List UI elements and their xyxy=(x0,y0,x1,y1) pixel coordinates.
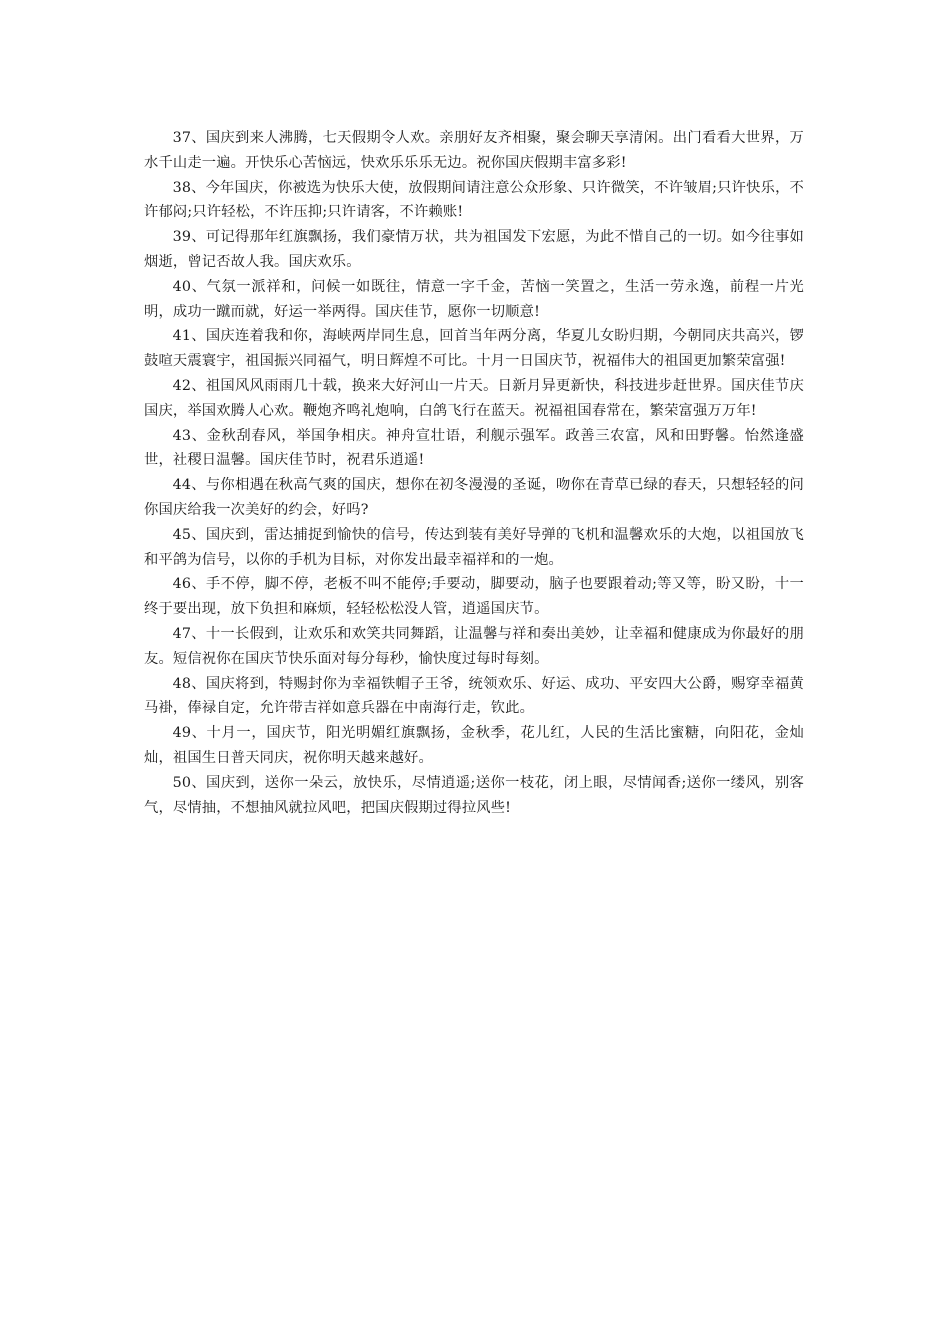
paragraph-41: 41、国庆连着我和你，海峡两岸同生息，回首当年两分离，华夏儿女盼归期，今朝同庆共高兴，锣鼓喧天震寰宇，祖国振兴同福气，明日辉煌不可比。十月一日国庆节，祝福伟大的祖国更加繁荣富强! xyxy=(144,328,804,370)
paragraph-50: 50、国庆到，送你一朵云，放快乐，尽情逍遥;送你一枝花，闭上眼，尽情闻香;送你一缕风，别客气，尽情抽，不想抽风就拉风吧，把国庆假期过得拉风些! xyxy=(144,774,804,816)
paragraph-37: 37、国庆到来人沸腾，七天假期令人欢。亲朋好友齐相聚，聚会聊天享清闲。出门看看大世界，万水千山走一遍。开快乐心苦恼远，快欢乐乐乐无边。祝你国庆假期丰富多彩! xyxy=(144,130,804,171)
paragraph-39: 39、可记得那年红旗飘扬，我们豪情万状，共为祖国发下宏愿，为此不惜自己的一切。如今往事如烟逝，曾记否故人我。国庆欢乐。 xyxy=(144,229,804,270)
paragraph-42: 42、祖国风风雨雨几十载，换来大好河山一片天。日新月异更新快，科技进步赶世界。国庆佳节庆国庆，举国欢腾人心欢。鞭炮齐鸣礼炮响，白鸽飞行在蓝天。祝福祖国春常在，繁荣富强万万年! xyxy=(144,377,804,419)
paragraph-43: 43、金秋刮春风，举国争相庆。神舟宣壮语，利舰示强军。政善三农富，风和田野馨。怡然逢盛世，社稷日温馨。国庆佳节时，祝君乐逍遥! xyxy=(144,427,804,469)
paragraph-45: 45、国庆到，雷达捕捉到愉快的信号，传达到装有美好导弹的飞机和温馨欢乐的大炮，以祖国放飞和平鸽为信号，以你的手机为目标，对你发出最幸福祥和的一炮。 xyxy=(144,526,804,568)
paragraph-38: 38、今年国庆，你被选为快乐大使，放假期间请注意公众形象、只许微笑，不许皱眉;只许快乐，不许郁闷;只许轻松，不许压抑;只许请客，不许赖账! xyxy=(144,179,804,221)
paragraph-40: 40、气氛一派祥和，问候一如既往，情意一字千金，苦恼一笑置之，生活一劳永逸，前程一片光明，成功一蹴而就，好运一举两得。国庆佳节，愿你一切顺意! xyxy=(144,278,804,320)
paragraph-49: 49、十月一，国庆节，阳光明媚红旗飘扬，金秋季，花儿红，人民的生活比蜜糖，向阳花，金灿灿，祖国生日普天同庆，祝你明天越来越好。 xyxy=(144,725,804,766)
paragraph-44: 44、与你相遇在秋高气爽的国庆，想你在初冬漫漫的圣诞，吻你在青草已绿的春天，只想轻轻的问你国庆给我一次美好的约会，好吗? xyxy=(144,477,804,518)
paragraph-46: 46、手不停，脚不停，老板不叫不能停;手要动，脚要动，脑子也要跟着动;等又等，盼又盼，十一终于要出现，放下负担和麻烦，轻轻松松没人管，逍遥国庆节。 xyxy=(144,576,804,618)
paragraph-47: 47、十一长假到，让欢乐和欢笑共同舞蹈，让温馨与祥和奏出美妙，让幸福和健康成为你最好的朋友。短信祝你在国庆节快乐面对每分每秒，愉快度过每时每刻。 xyxy=(144,625,804,667)
document-body xyxy=(144,126,804,820)
paragraph-48: 48、国庆将到，特赐封你为幸福铁帽子王爷，统领欢乐、好运、成功、平安四大公爵，赐穿幸福黄马褂，俸禄自定，允许带吉祥如意兵器在中南海行走，钦此。 xyxy=(144,675,804,717)
